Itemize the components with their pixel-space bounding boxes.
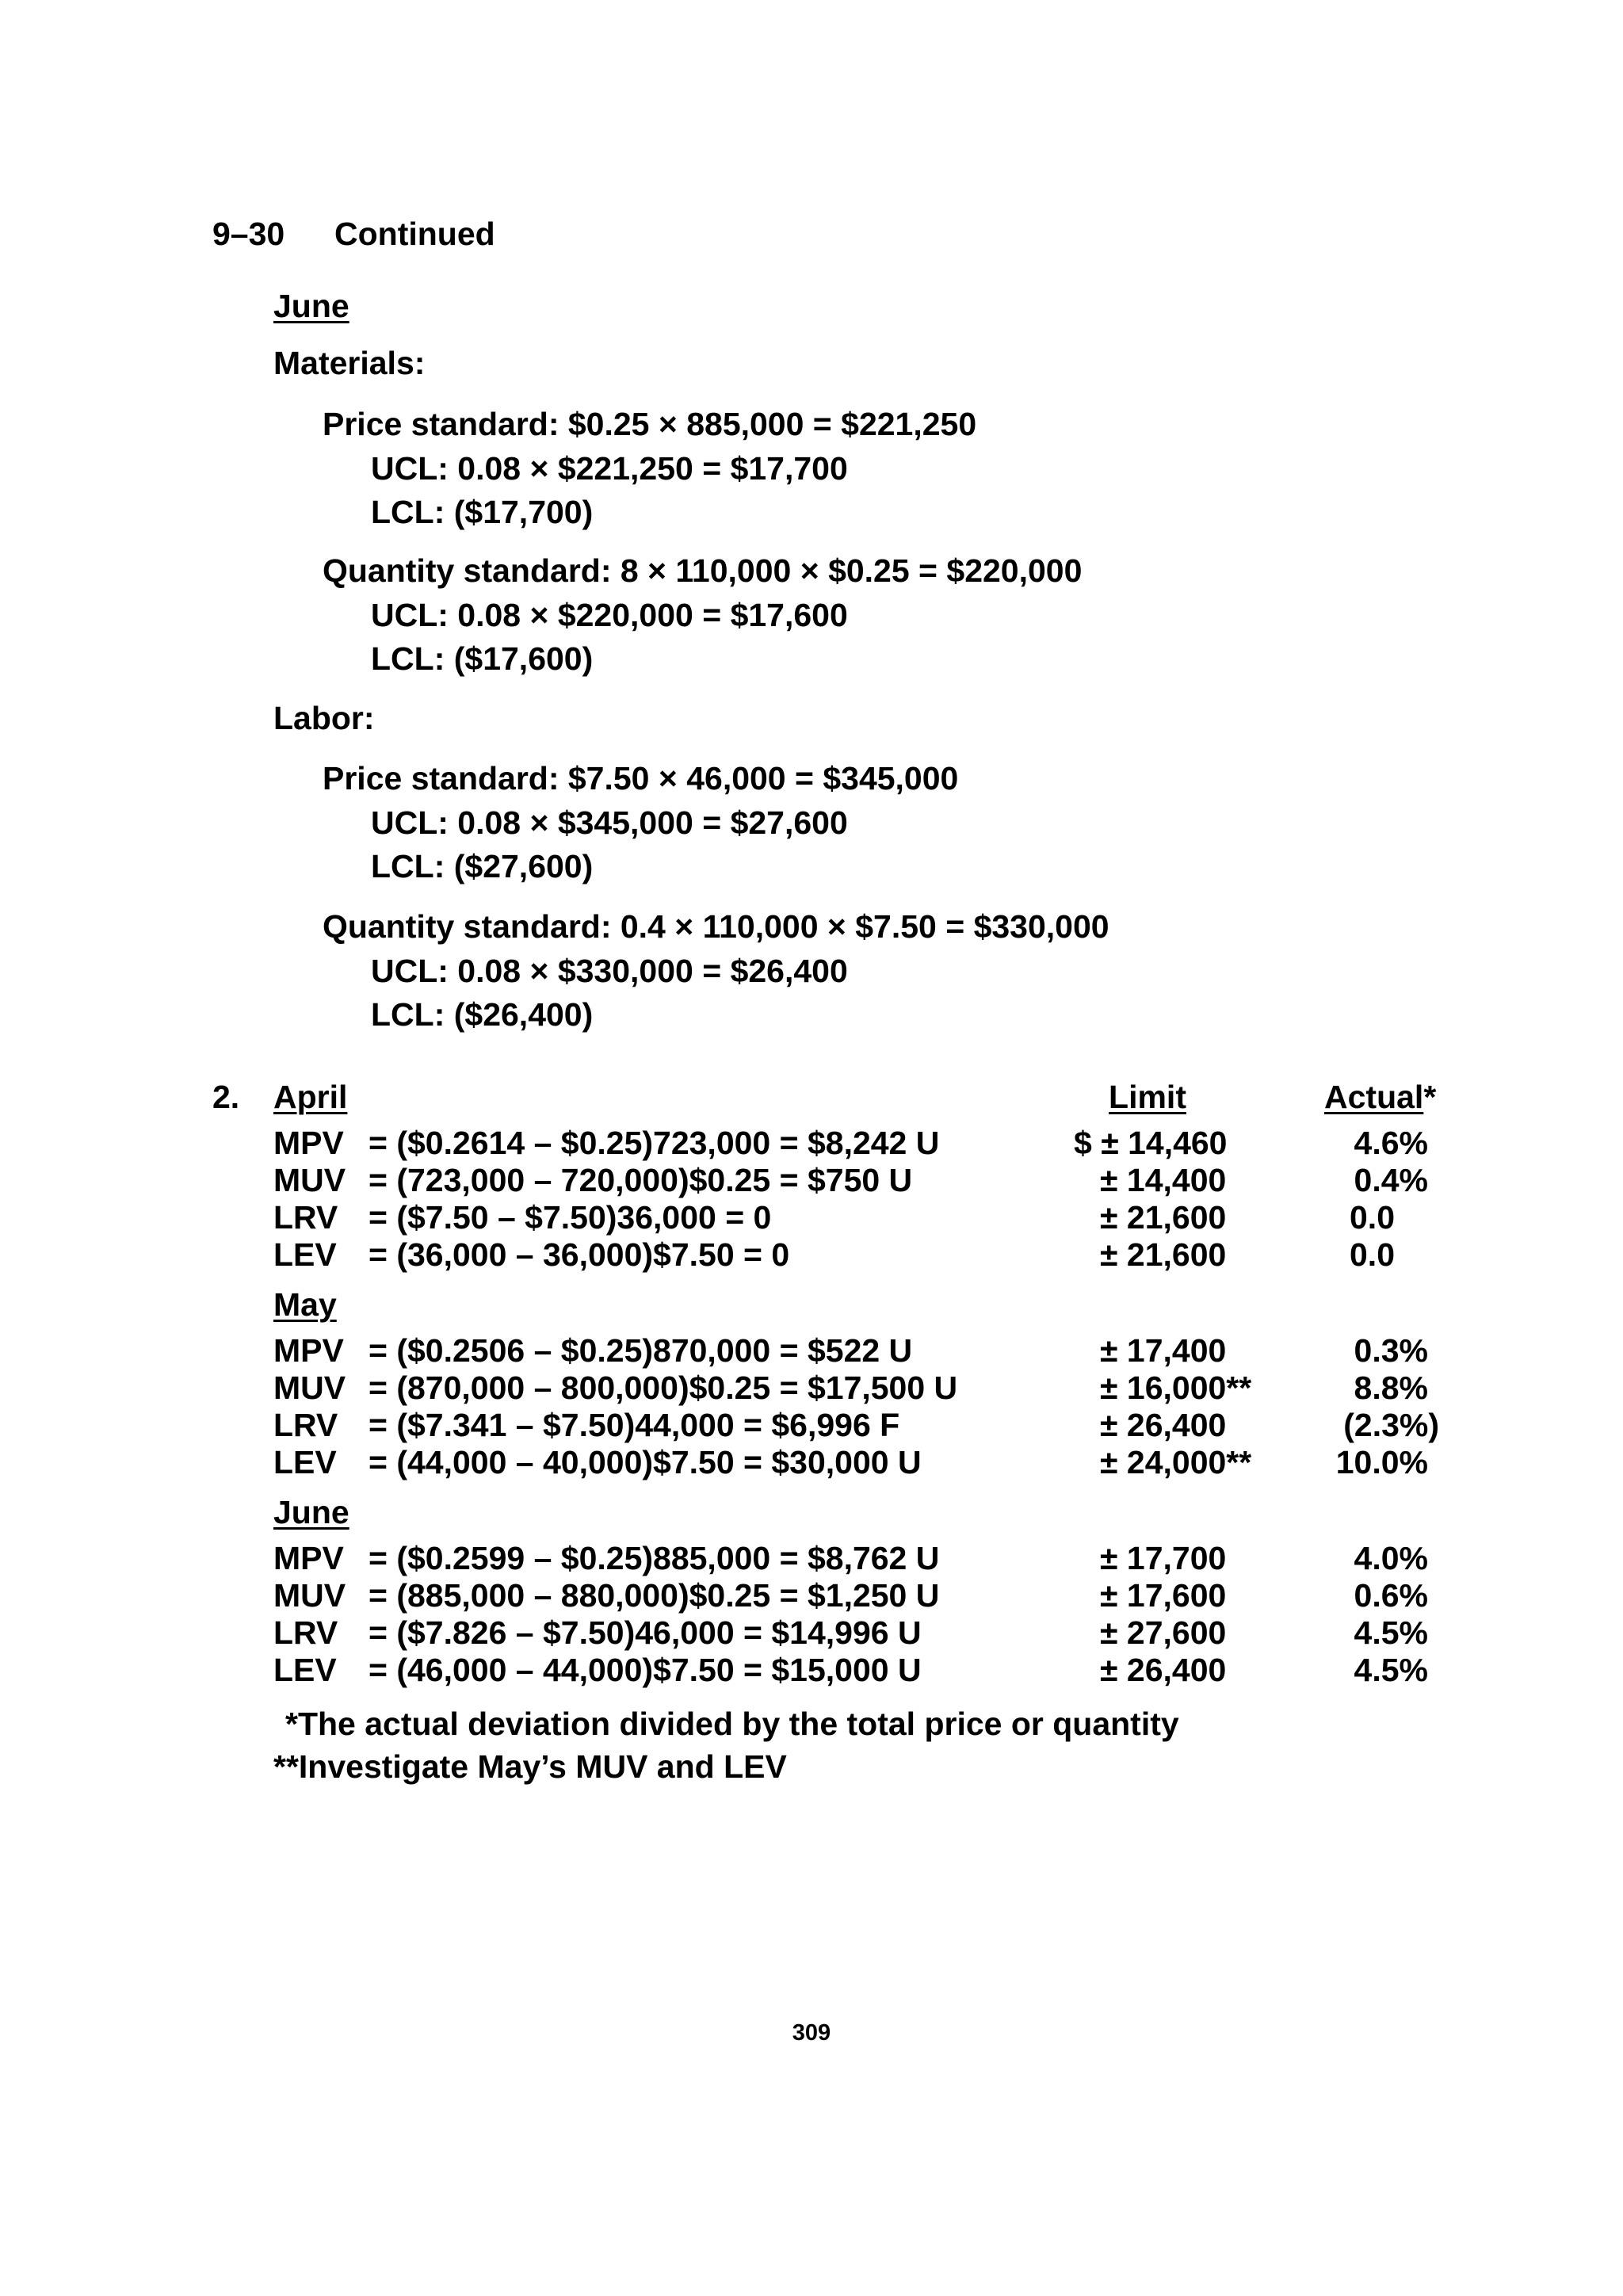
june-lev-code: LEV	[273, 1652, 337, 1688]
materials-price-lcl: LCL: ($17,700)	[371, 494, 594, 530]
june-mpv-formula: = ($0.2599 – $0.25)885,000 = $8,762 U	[369, 1540, 940, 1576]
june-muv-limit: ± 17,600	[1100, 1577, 1227, 1614]
materials-quantity-ucl: UCL: 0.08 × $220,000 = $17,600	[371, 597, 848, 633]
heading-title: Continued	[334, 216, 495, 252]
column-header-actual-text: Actual	[1324, 1079, 1424, 1115]
month-label-may: May	[273, 1286, 337, 1323]
labor-quantity-standard: Quantity standard: 0.4 × 110,000 × $7.50 = $330,000	[323, 908, 1109, 945]
april-lev-actual: 0.0	[1350, 1236, 1395, 1273]
column-header-actual-mark: *	[1423, 1079, 1437, 1115]
page-number: 309	[792, 2020, 831, 2046]
may-muv-actual: 8.8%	[1354, 1370, 1428, 1406]
june-muv-formula: = (885,000 – 880,000)$0.25 = $1,250 U	[369, 1577, 940, 1614]
labor-price-lcl: LCL: ($27,600)	[371, 848, 594, 884]
may-lev-formula: = (44,000 – 40,000)$7.50 = $30,000 U	[369, 1444, 922, 1480]
may-lev-code: LEV	[273, 1444, 337, 1480]
april-muv-code: MUV	[273, 1162, 346, 1198]
april-muv-limit: ± 14,400	[1100, 1162, 1227, 1198]
june-mpv-actual: 4.0%	[1354, 1540, 1428, 1576]
part-number: 2.	[212, 1079, 240, 1115]
may-muv-limit: ± 16,000**	[1100, 1370, 1252, 1406]
june-lrv-actual: 4.5%	[1354, 1614, 1428, 1651]
month-label-april: April	[273, 1079, 348, 1115]
materials-price-ucl: UCL: 0.08 × $221,250 = $17,700	[371, 450, 848, 487]
april-mpv-formula: = ($0.2614 – $0.25)723,000 = $8,242 U	[369, 1125, 940, 1161]
footnote-actual: *The actual deviation divided by the total price or quantity	[285, 1706, 1179, 1742]
april-muv-actual: 0.4%	[1354, 1162, 1428, 1198]
may-lev-limit: ± 24,000**	[1100, 1444, 1252, 1480]
june-lev-actual: 4.5%	[1354, 1652, 1428, 1688]
june-lev-formula: = (46,000 – 44,000)$7.50 = $15,000 U	[369, 1652, 922, 1688]
april-lev-limit: ± 21,600	[1100, 1236, 1227, 1273]
april-muv-formula: = (723,000 – 720,000)$0.25 = $750 U	[369, 1162, 913, 1198]
labor-label: Labor:	[273, 700, 375, 736]
materials-label: Materials:	[273, 345, 426, 381]
may-lrv-actual: (2.3%)	[1343, 1407, 1439, 1443]
may-muv-formula: = (870,000 – 800,000)$0.25 = $17,500 U	[369, 1370, 958, 1406]
labor-quantity-ucl: UCL: 0.08 × $330,000 = $26,400	[371, 953, 848, 989]
problem-number: 9–30	[212, 216, 285, 252]
column-header-actual	[1324, 1078, 1436, 1116]
may-mpv-actual: 0.3%	[1354, 1332, 1428, 1369]
june-lrv-code: LRV	[273, 1614, 338, 1651]
april-mpv-code: MPV	[273, 1125, 344, 1161]
april-lev-formula: = (36,000 – 36,000)$7.50 = 0	[369, 1236, 790, 1273]
april-mpv-limit: $ ± 14,460	[1074, 1125, 1228, 1161]
june-muv-code: MUV	[273, 1577, 346, 1614]
month-label-june: June	[273, 288, 349, 324]
labor-quantity-lcl: LCL: ($26,400)	[371, 996, 594, 1033]
april-lrv-actual: 0.0	[1350, 1199, 1395, 1236]
may-lrv-limit: ± 26,400	[1100, 1407, 1227, 1443]
may-mpv-formula: = ($0.2506 – $0.25)870,000 = $522 U	[369, 1332, 913, 1369]
materials-price-standard: Price standard: $0.25 × 885,000 = $221,250	[323, 406, 977, 442]
may-muv-code: MUV	[273, 1370, 346, 1406]
june-lev-limit: ± 26,400	[1100, 1652, 1227, 1688]
june-mpv-code: MPV	[273, 1540, 344, 1576]
footnote-investigate: **Investigate May’s MUV and LEV	[273, 1748, 787, 1785]
month-label-june-variances: June	[273, 1494, 349, 1530]
april-mpv-actual: 4.6%	[1354, 1125, 1428, 1161]
april-lev-code: LEV	[273, 1236, 337, 1273]
april-lrv-limit: ± 21,600	[1100, 1199, 1227, 1236]
may-lev-actual: 10.0%	[1335, 1444, 1428, 1480]
june-lrv-limit: ± 27,600	[1100, 1614, 1227, 1651]
may-mpv-code: MPV	[273, 1332, 344, 1369]
april-lrv-code: LRV	[273, 1199, 338, 1236]
may-mpv-limit: ± 17,400	[1100, 1332, 1227, 1369]
june-lrv-formula: = ($7.826 – $7.50)46,000 = $14,996 U	[369, 1614, 922, 1651]
april-lrv-formula: = ($7.50 – $7.50)36,000 = 0	[369, 1199, 772, 1236]
may-lrv-code: LRV	[273, 1407, 338, 1443]
june-mpv-limit: ± 17,700	[1100, 1540, 1227, 1576]
materials-quantity-lcl: LCL: ($17,600)	[371, 640, 594, 677]
labor-price-ucl: UCL: 0.08 × $345,000 = $27,600	[371, 804, 848, 841]
may-lrv-formula: = ($7.341 – $7.50)44,000 = $6,996 F	[369, 1407, 900, 1443]
materials-quantity-standard: Quantity standard: 8 × 110,000 × $0.25 = $220,000	[323, 552, 1083, 589]
june-muv-actual: 0.6%	[1354, 1577, 1428, 1614]
column-header-limit: Limit	[1109, 1079, 1186, 1115]
labor-price-standard: Price standard: $7.50 × 46,000 = $345,000	[323, 760, 959, 797]
